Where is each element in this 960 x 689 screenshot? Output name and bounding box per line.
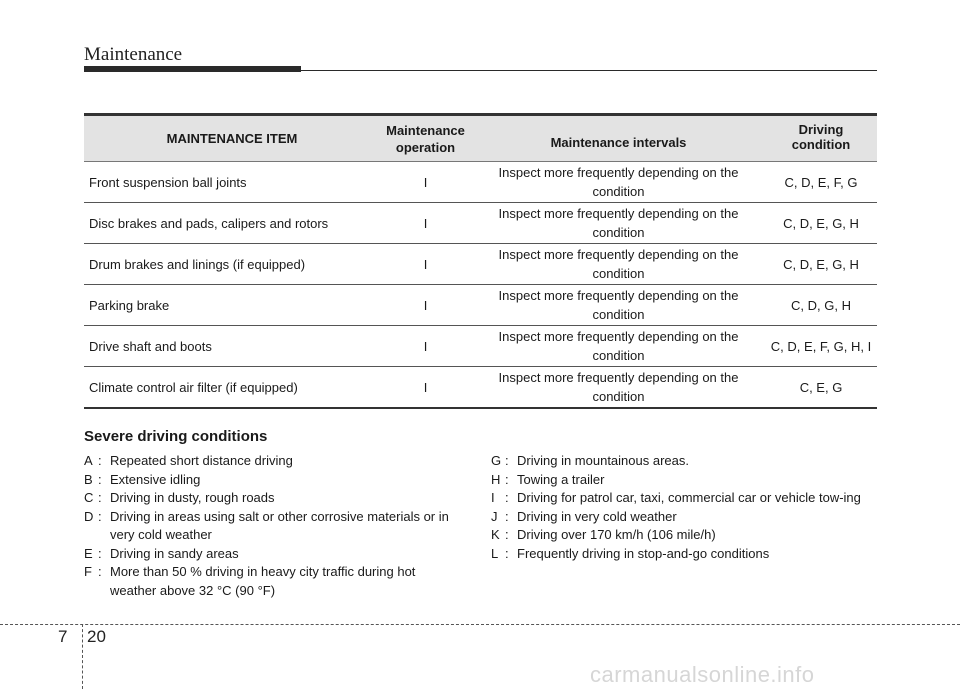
column-header-operation: Maintenance operation (386, 122, 465, 155)
cell-operation: I (423, 297, 428, 313)
column-header-intervals: Maintenance intervals (550, 135, 687, 150)
cell-operation: I (423, 338, 428, 354)
page-number: 20 (87, 627, 106, 646)
footer-divider (0, 624, 960, 625)
condition-letter: B (84, 471, 93, 487)
table-row (84, 367, 877, 409)
page-title: Maintenance (84, 44, 183, 65)
table-row (84, 326, 877, 367)
cell-interval: Inspect more frequently depending on the condition (498, 247, 739, 281)
cell-item: Climate control air filter (if equipped) (89, 379, 298, 395)
severe-conditions-heading: Severe driving conditions (84, 428, 268, 445)
cell-item: Disc brakes and pads, calipers and rotors (89, 215, 329, 231)
list-item: K : Driving over 170 km/h (106 mile/h) (491, 526, 881, 545)
condition-letter: F (84, 564, 92, 579)
cell-item: Drive shaft and boots (89, 338, 212, 354)
list-item: E : Driving in sandy areas (84, 545, 464, 564)
list-item: L : Frequently driving in stop-and-go conditions (491, 545, 881, 564)
condition-letter: K (491, 527, 500, 542)
cell-condition: C, D, G, H (791, 297, 851, 313)
maintenance-table (84, 113, 877, 409)
condition-letter: L (491, 545, 499, 561)
cell-operation: I (423, 256, 428, 272)
list-item: J : Driving in very cold weather (491, 508, 881, 527)
watermark: carmanualsonline.info (590, 662, 815, 687)
table-row (84, 285, 877, 326)
cell-interval: Inspect more frequently depending on the condition (498, 370, 739, 404)
list-item: G : Driving in mountainous areas. (491, 452, 881, 471)
cell-operation: I (423, 215, 428, 231)
list-item: C : Driving in dusty, rough roads (84, 489, 464, 508)
cell-interval: Inspect more frequently depending on the condition (498, 329, 739, 363)
cell-condition: C, D, E, G, H (783, 256, 859, 272)
table-row (84, 162, 877, 203)
cell-interval: Inspect more frequently depending on the condition (498, 288, 739, 322)
column-header-item: MAINTENANCE ITEM (166, 131, 298, 146)
condition-text: Extensive idling (110, 471, 201, 487)
table-row (84, 244, 877, 285)
condition-letter: D (84, 508, 94, 524)
condition-letter: C (84, 490, 94, 505)
list-item: H : Towing a trailer (491, 471, 881, 490)
condition-text: Driving in areas using salt or other corrosive materials or in very cold weather (110, 508, 449, 542)
condition-text: More than 50 % driving in heavy city traffic during hot weather above 32 °C (90 °F) (110, 564, 416, 598)
condition-text: Driving over 170 km/h (106 mile/h) (517, 527, 716, 542)
condition-text: Driving in dusty, rough roads (110, 490, 275, 505)
cell-operation: I (423, 379, 428, 395)
cell-condition: C, D, E, G, H (783, 215, 859, 231)
chapter-number: 7 (58, 627, 68, 646)
list-item: F : More than 50 % driving in heavy city traffic during hot weather above 32 °C (90 °F) (84, 563, 464, 600)
list-item: I : Driving for patrol car, taxi, commercial car or vehicle tow-ing (491, 489, 881, 508)
list-item: D : Driving in areas using salt or other corrosive materials or in very cold weather (84, 508, 464, 545)
cell-condition: C, D, E, F, G, H, I (770, 338, 872, 354)
cell-item: Parking brake (89, 297, 170, 313)
condition-list-right (491, 452, 881, 563)
condition-letter: E (84, 545, 93, 561)
condition-letter: H (491, 471, 501, 487)
condition-text: Driving in mountainous areas. (517, 453, 689, 468)
condition-letter: I (491, 490, 495, 505)
header-rule (301, 70, 877, 71)
table-row (84, 203, 877, 244)
footer-divider-vertical (82, 624, 83, 689)
condition-letter: G (491, 453, 502, 468)
condition-text: Driving for patrol car, taxi, commercial car or vehicle tow-ing (517, 490, 861, 505)
cell-interval: Inspect more frequently depending on the condition (498, 165, 739, 199)
column-header-condition: Driving condition (791, 121, 851, 152)
condition-text: Driving in very cold weather (517, 508, 677, 524)
condition-text: Towing a trailer (517, 471, 605, 487)
cell-operation: I (423, 174, 428, 190)
list-item: B : Extensive idling (84, 471, 464, 490)
cell-interval: Inspect more frequently depending on the condition (498, 206, 739, 240)
cell-item: Drum brakes and linings (if equipped) (89, 256, 306, 272)
cell-condition: C, D, E, F, G (784, 174, 858, 190)
table-header-row (84, 115, 877, 162)
list-item: A : Repeated short distance driving (84, 452, 464, 471)
condition-list-left (84, 452, 464, 600)
condition-text: Repeated short distance driving (110, 453, 293, 468)
condition-letter: A (84, 453, 93, 468)
condition-text: Frequently driving in stop-and-go conditions (517, 545, 770, 561)
condition-letter: J (491, 508, 498, 524)
condition-text: Driving in sandy areas (110, 545, 239, 561)
cell-item: Front suspension ball joints (89, 174, 247, 190)
header-accent-bar (84, 66, 301, 72)
cell-condition: C, E, G (799, 379, 843, 395)
